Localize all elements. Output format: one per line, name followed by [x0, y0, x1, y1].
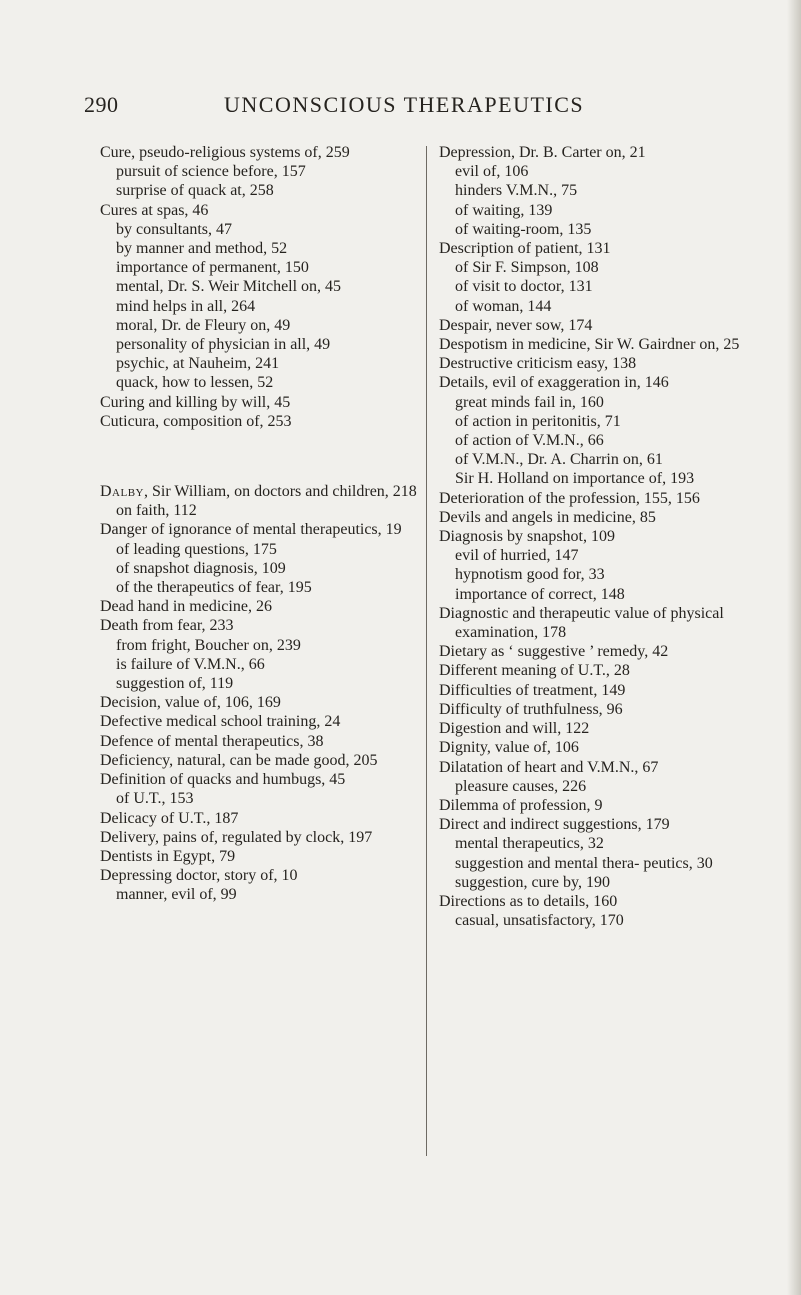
entry-text: of the therapeutics of fear, 195	[116, 579, 312, 597]
index-subentry	[439, 162, 767, 181]
index-entry	[100, 616, 428, 635]
entry-text: mind helps in all, 264	[116, 297, 256, 315]
entry-text: personality of physician in all, 49	[116, 336, 331, 354]
page-number: 290	[84, 92, 119, 117]
entry-text: mental, Dr. S. Weir Mitchell on, 45	[116, 278, 342, 296]
index-entry	[100, 201, 428, 220]
index-entry	[100, 393, 428, 412]
entry-text: Cures at spas, 46	[100, 201, 209, 219]
entry-text: Deficiency, natural, can be made good, 205	[100, 751, 378, 769]
entry-text: Delicacy of U.T., 187	[100, 809, 239, 827]
entry-text: Dignity, value of, 106	[439, 739, 579, 757]
page-edge-shadow	[787, 0, 801, 1295]
index-subentry	[100, 540, 428, 559]
entry-text: evil of hurried, 147	[455, 547, 579, 565]
entry-text: by consultants, 47	[116, 220, 232, 238]
index-subentry	[100, 559, 428, 578]
index-column-right	[439, 143, 767, 930]
entry-text: Dilemma of profession, 9	[439, 796, 603, 814]
entry-text: of U.T., 153	[116, 790, 194, 808]
entry-text: of action in peritonitis, 71	[455, 412, 621, 430]
entry-text: Diagnosis by snapshot, 109	[439, 528, 615, 546]
index-subentry	[439, 777, 767, 796]
index-subentry	[100, 258, 428, 277]
entry-text: importance of permanent, 150	[116, 259, 309, 277]
index-subentry	[439, 565, 767, 584]
index-subentry	[439, 431, 767, 450]
index-entry	[439, 738, 767, 757]
index-subentry	[439, 201, 767, 220]
index-entry	[100, 770, 428, 789]
entry-text: Difficulty of truthfulness, 96	[439, 700, 623, 718]
entry-text: Deterioration of the profession, 155, 156	[439, 489, 700, 507]
entry-text: of waiting-room, 135	[455, 220, 592, 238]
index-subentry	[100, 335, 428, 354]
index-subentry	[100, 239, 428, 258]
entry-text: of snapshot diagnosis, 109	[116, 559, 286, 577]
index-entry	[439, 316, 767, 335]
entry-text: suggestion and mental thera- peutics, 30	[455, 854, 713, 872]
index-subentry	[439, 258, 767, 277]
index-entry	[439, 508, 767, 527]
entry-text: Depressing doctor, story of, 10	[100, 867, 298, 885]
index-subentry	[439, 585, 767, 604]
entry-text: on faith, 112	[116, 502, 197, 520]
entry-text: Cuticura, composition of, 253	[100, 412, 292, 430]
entry-text: hypnotism good for, 33	[455, 566, 605, 584]
running-title: UNCONSCIOUS THERAPEUTICS	[224, 92, 585, 117]
entry-text: surprise of quack at, 258	[116, 182, 274, 200]
entry-text: Destructive criticism easy, 138	[439, 355, 637, 373]
entry-text: of visit to doctor, 131	[455, 278, 593, 296]
entry-text: great minds fail in, 160	[455, 393, 604, 411]
index-subentry	[100, 277, 428, 296]
entry-text: hinders V.M.N., 75	[455, 182, 578, 200]
index-subentry	[439, 469, 767, 488]
index-entry	[439, 681, 767, 700]
index-entry	[439, 527, 767, 546]
entry-text: Difficulties of treatment, 149	[439, 681, 626, 699]
entry-text: Digestion and will, 122	[439, 720, 590, 738]
index-subentry	[100, 354, 428, 373]
index-entry	[100, 482, 428, 501]
index-subentry	[100, 789, 428, 808]
entry-text: pursuit of science before, 157	[116, 163, 306, 181]
index-entry	[439, 335, 767, 354]
entry-text: Details, evil of exaggeration in, 146	[439, 374, 669, 392]
index-subentry	[439, 181, 767, 200]
index-entry	[100, 866, 428, 885]
entry-text: by manner and method, 52	[116, 240, 288, 258]
index-entry	[100, 412, 428, 431]
entry-text: Description of patient, 131	[439, 240, 611, 258]
entry-text: Directions as to details, 160	[439, 892, 618, 910]
index-subentry	[100, 655, 428, 674]
index-entry	[100, 809, 428, 828]
entry-text: Depression, Dr. B. Carter on, 21	[439, 144, 646, 161]
index-entry	[100, 597, 428, 616]
index-entry	[100, 520, 428, 539]
entry-text: Dead hand in medicine, 26	[100, 598, 272, 616]
index-entry	[439, 892, 767, 911]
running-head	[84, 92, 734, 122]
index-entry	[439, 143, 767, 162]
index-subentry	[100, 885, 428, 904]
index-subentry	[439, 546, 767, 565]
index-subentry	[100, 162, 428, 181]
index-entry	[439, 373, 767, 392]
index-entry	[439, 354, 767, 373]
index-entry	[439, 239, 767, 258]
index-subentry	[100, 297, 428, 316]
entry-text: pleasure causes, 226	[455, 777, 587, 795]
entry-text: mental therapeutics, 32	[455, 835, 604, 853]
entry-text: is failure of V.M.N., 66	[116, 655, 265, 673]
entry-text: of action of V.M.N., 66	[455, 432, 604, 450]
entry-text: Direct and indirect suggestions, 179	[439, 816, 670, 834]
entry-text: suggestion of, 119	[116, 675, 234, 693]
entry-lead-word: Dalby	[100, 483, 144, 501]
index-subentry	[100, 181, 428, 200]
entry-text: Death from fear, 233	[100, 617, 234, 635]
entry-text: Cure, pseudo-religious systems of, 259	[100, 144, 350, 161]
entry-text: Definition of quacks and humbugs, 45	[100, 771, 346, 789]
index-subentry	[100, 578, 428, 597]
entry-text: Sir H. Holland on importance of, 193	[455, 470, 695, 488]
index-subentry	[439, 277, 767, 296]
index-entry	[100, 732, 428, 751]
index-subentry	[439, 450, 767, 469]
index-entry	[439, 700, 767, 719]
index-column-left	[100, 143, 428, 905]
section-gap	[100, 431, 428, 482]
entry-text: Curing and killing by will, 45	[100, 393, 291, 411]
index-entry	[439, 661, 767, 680]
index-entry	[100, 712, 428, 731]
entry-text: , Sir William, on doctors and children, 218	[144, 483, 417, 501]
entry-text: of leading questions, 175	[116, 540, 277, 558]
index-subentry	[100, 501, 428, 520]
index-entry	[100, 751, 428, 770]
entry-text: moral, Dr. de Fleury on, 49	[116, 316, 291, 334]
entry-text: Despair, never sow, 174	[439, 316, 593, 334]
entry-text: Dilatation of heart and V.M.N., 67	[439, 758, 659, 776]
index-subentry	[100, 220, 428, 239]
entry-text: Despotism in medicine, Sir W. Gairdner on, 25	[439, 336, 740, 354]
entry-text: Defective medical school training, 24	[100, 713, 341, 731]
entry-text: Dentists in Egypt, 79	[100, 847, 236, 865]
entry-text: from fright, Boucher on, 239	[116, 636, 301, 654]
index-entry	[100, 143, 428, 162]
index-entry	[100, 693, 428, 712]
index-subentry	[439, 412, 767, 431]
entry-text: of V.M.N., Dr. A. Charrin on, 61	[455, 451, 663, 469]
entry-text: Devils and angels in medicine, 85	[439, 508, 656, 526]
index-entry	[439, 758, 767, 777]
entry-text: Danger of ignorance of mental therapeutics, 19	[100, 521, 402, 539]
index-entry	[100, 828, 428, 847]
entry-text: Dietary as ‘ suggestive ’ remedy, 42	[439, 643, 669, 661]
entry-text: Defence of mental therapeutics, 38	[100, 732, 324, 750]
index-subentry	[100, 373, 428, 392]
index-subentry	[439, 297, 767, 316]
entry-text: of woman, 144	[455, 297, 552, 315]
index-entry	[439, 815, 767, 834]
index-subentry	[100, 316, 428, 335]
entry-text: psychic, at Nauheim, 241	[116, 355, 280, 373]
entry-text: manner, evil of, 99	[116, 886, 237, 904]
index-entry	[439, 719, 767, 738]
column-divider	[426, 146, 427, 1156]
entry-text: Delivery, pains of, regulated by clock, 197	[100, 828, 373, 846]
index-subentry	[100, 636, 428, 655]
entry-text: importance of correct, 148	[455, 585, 625, 603]
index-subentry	[100, 674, 428, 693]
index-entry	[100, 847, 428, 866]
entry-text: casual, unsatisfactory, 170	[455, 912, 624, 930]
index-entry	[439, 489, 767, 508]
entry-text: Diagnostic and therapeutic value of physical examination, 178	[439, 604, 724, 642]
entry-text: quack, how to lessen, 52	[116, 374, 274, 392]
index-entry	[439, 796, 767, 815]
index-subentry	[439, 911, 767, 930]
entry-text: Decision, value of, 106, 169	[100, 694, 281, 712]
entry-text: suggestion, cure by, 190	[455, 873, 610, 891]
index-entry	[439, 642, 767, 661]
entry-text: Different meaning of U.T., 28	[439, 662, 630, 680]
entry-text: of Sir F. Simpson, 108	[455, 259, 599, 277]
index-subentry	[439, 834, 767, 853]
index-subentry	[439, 393, 767, 412]
entry-text: evil of, 106	[455, 163, 529, 181]
index-subentry	[439, 873, 767, 892]
index-entry	[439, 604, 767, 642]
index-subentry	[439, 854, 767, 873]
entry-text: of waiting, 139	[455, 201, 553, 219]
index-subentry	[439, 220, 767, 239]
